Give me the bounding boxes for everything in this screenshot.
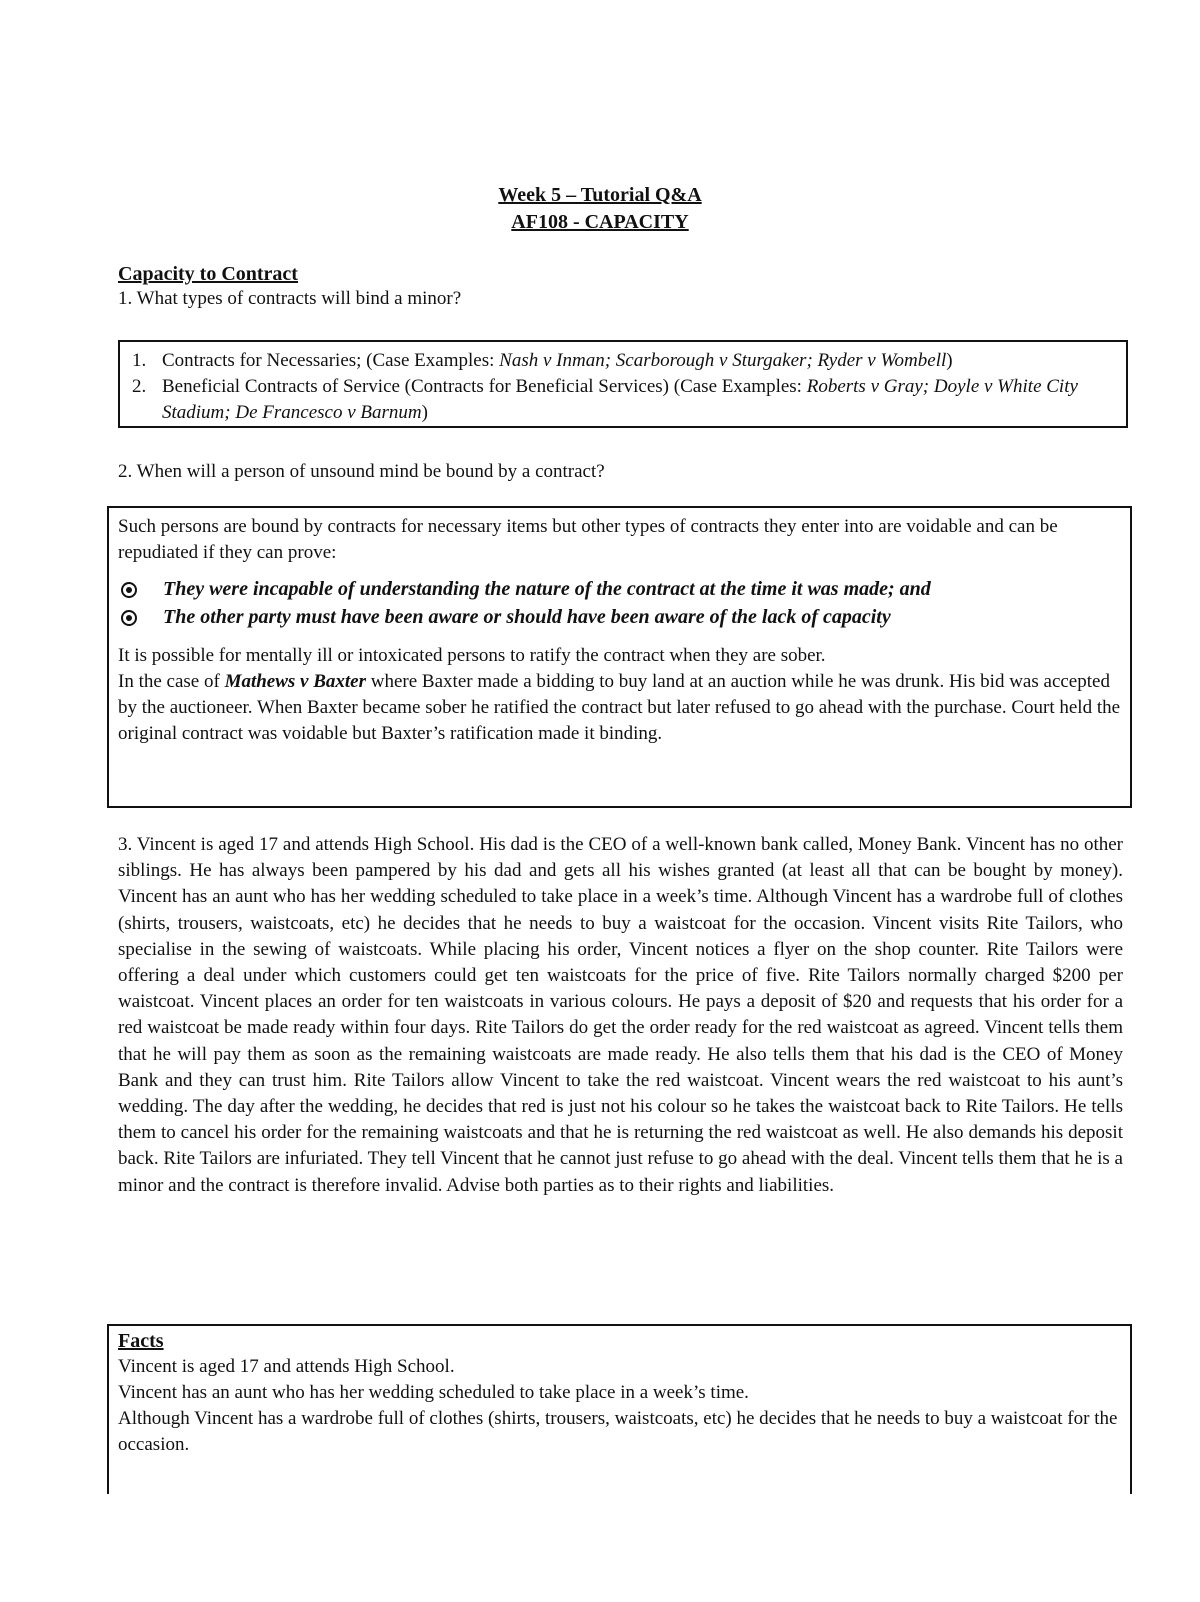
fact-line: Vincent is aged 17 and attends High School. — [118, 1356, 455, 1377]
list-item-number: 1. — [132, 350, 147, 371]
case-paragraph — [118, 669, 1121, 747]
title-block — [0, 182, 1200, 236]
case-names: Nash v Inman; Scarborough v Sturgaker; Ryder v Wombell — [499, 350, 947, 371]
list-item — [132, 348, 1114, 374]
list-item-suffix: ) — [946, 350, 953, 371]
answer-box-1 — [118, 340, 1128, 428]
answer-intro: Such persons are bound by contracts for necessary items but other types of contracts they enter into are voidable and can be repudiated if they can prove: — [118, 516, 1058, 563]
case-prefix: In the case of — [118, 671, 225, 692]
section-heading: Capacity to Contract — [118, 263, 298, 285]
radio-bullet-icon — [121, 610, 137, 626]
question-2: 2. When will a person of unsound mind be bound by a contract? — [118, 461, 605, 482]
ratification-text: It is possible for mentally ill or intoxicated persons to ratify the contract when they are sober. — [118, 645, 826, 666]
condition-text: They were incapable of understanding the nature of the contract at the time it was made; and — [163, 578, 931, 600]
list-item-number: 2. — [132, 376, 147, 397]
facts-box — [107, 1324, 1132, 1494]
case-names: Roberts v Gray; Doyle v White City Stadium; De Francesco v Barnum — [162, 376, 1078, 423]
question-1: 1. What types of contracts will bind a minor? — [118, 288, 462, 309]
answer-list — [132, 348, 1114, 426]
case-name: Mathews v Baxter — [224, 671, 367, 692]
condition-text: The other party must have been aware or should have been aware of the lack of capacity — [163, 606, 891, 628]
list-item-text: Contracts for Necessaries; (Case Examples: — [162, 350, 500, 371]
fact-line: Although Vincent has a wardrobe full of clothes (shirts, trousers, waistcoats, etc) he decides that he needs to buy a waistcoat for the occasion. — [118, 1408, 1118, 1455]
answer-box-2 — [107, 506, 1132, 808]
document-subtitle: AF108 - CAPACITY — [511, 211, 689, 233]
case-description: where Baxter made a bidding to buy land at an auction while he was drunk. His bid was accepted by the auctioneer. When Baxter became sober he ratified the contract but later refused to go ahead with the purchase. Court held the original contract was voidable but Baxter’s ratification made it binding. — [118, 671, 1121, 744]
list-item — [132, 374, 1114, 426]
fact-line: Vincent has an aunt who has her wedding scheduled to take place in a week’s time. — [118, 1382, 749, 1403]
list-item-suffix: ) — [421, 402, 428, 423]
document-title: Week 5 – Tutorial Q&A — [498, 184, 702, 206]
conditions-list — [118, 575, 1121, 631]
question-3: 3. Vincent is aged 17 and attends High School. His dad is the CEO of a well-known bank called, Money Bank. Vincent has no other siblings. He has always been pampered by his dad and gets all his wishes granted (at least all that can be bought by money). Vincent has an aunt who has her wedding scheduled to take place in a week’s time. Although Vincent has a wardrobe full of clothes (shirts, trousers, waistcoats, etc) he decides that he needs to buy a waistcoat for the occasion. Vincent visits Rite Tailors, who specialise in the sewing of waistcoats. While placing his order, Vincent notices a flyer on the shop counter. Rite Tailors were offering a deal under which customers could get ten waistcoats for the price of five. Rite Tailors normally charged $200 per waistcoat. Vincent places an order for ten waistcoats in various colours. He pays a deposit of $20 and requests that his order for a red waistcoat be made ready within four days. Rite Tailors do get the order ready for the red waistcoat as agreed. Vincent tells them that he will pay them as soon as the remaining waistcoats are made ready. He also tells them that his dad is the CEO of Money Bank and they can trust him. Rite Tailors allow Vincent to take the red waistcoat. Vincent wears the red waistcoat to his aunt’s wedding. The day after the wedding, he decides that red is just not his colour so he takes the waistcoat back to Rite Tailors. He tells them to cancel his order for the remaining waistcoats and that he is returning the red waistcoat as well. He also demands his deposit back. Rite Tailors are infuriated. They tell Vincent that he cannot just refuse to go ahead with the deal. Vincent tells them that he is a minor and the contract is therefore invalid. Advise both parties as to their rights and liabilities. — [118, 834, 1123, 1196]
list-item — [118, 603, 1121, 631]
list-item-text: Beneficial Contracts of Service (Contracts for Beneficial Services) (Case Examples: — [162, 376, 807, 397]
facts-heading: Facts — [118, 1330, 164, 1352]
list-item — [118, 575, 1121, 603]
radio-bullet-icon — [121, 582, 137, 598]
